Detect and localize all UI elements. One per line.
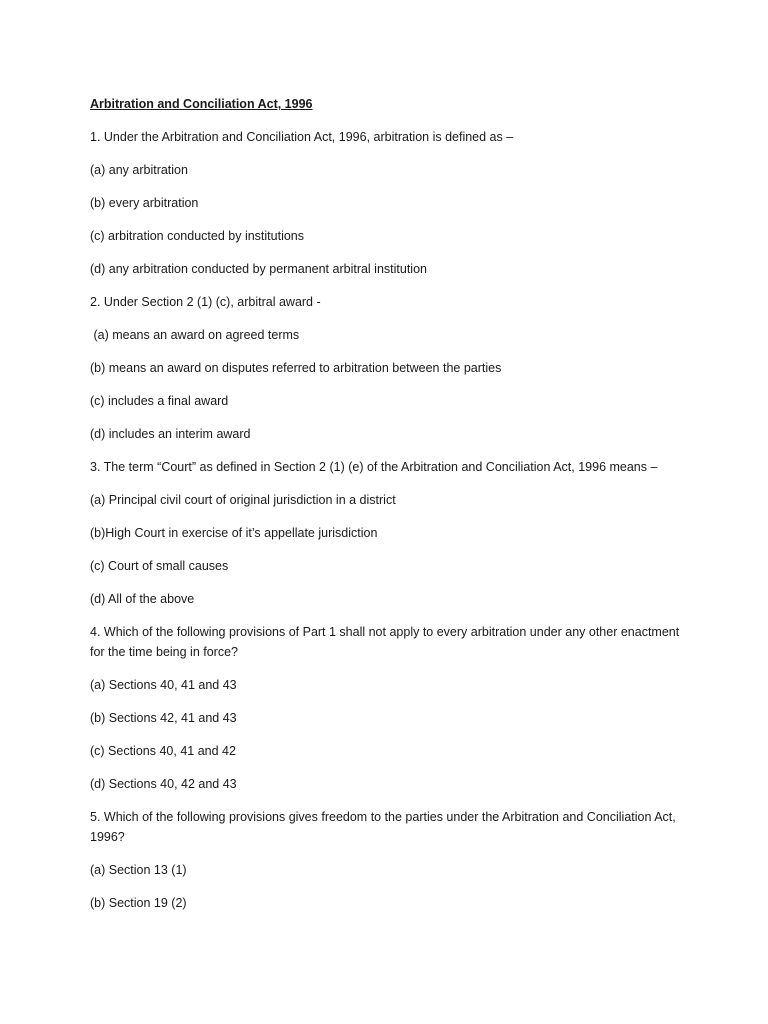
- question-text: 1. Under the Arbitration and Conciliation Act, 1996, arbitration is defined as –: [90, 130, 514, 144]
- answer-option: (d) All of the above: [90, 592, 195, 606]
- question-text: 2. Under Section 2 (1) (c), arbitral award -: [90, 295, 321, 309]
- answer-option: (d) includes an interim award: [90, 427, 251, 441]
- answer-option: (b) Section 19 (2): [90, 896, 187, 910]
- answer-option: (c) includes a final award: [90, 394, 229, 408]
- answer-option: (a) any arbitration: [90, 163, 188, 177]
- question-list: [90, 127, 690, 913]
- answer-option: (a) Sections 40, 41 and 43: [90, 678, 237, 692]
- answer-option: (a) means an award on agreed terms: [90, 328, 300, 342]
- question-text: 4. Which of the following provisions of Part 1 shall not apply to every arbitration under any other enactment for the time being in force?: [90, 625, 683, 659]
- answer-option: (b) every arbitration: [90, 196, 199, 210]
- answer-option: (c) Court of small causes: [90, 559, 229, 573]
- document-body: [90, 94, 690, 926]
- answer-option: (d) Sections 40, 42 and 43: [90, 777, 237, 791]
- answer-option: (a) Principal civil court of original jurisdiction in a district: [90, 493, 396, 507]
- answer-option: (c) Sections 40, 41 and 42: [90, 744, 236, 758]
- answer-option: (b)High Court in exercise of it’s appellate jurisdiction: [90, 526, 378, 540]
- answer-option: (d) any arbitration conducted by permanent arbitral institution: [90, 262, 427, 276]
- document-title: Arbitration and Conciliation Act, 1996: [90, 97, 313, 111]
- answer-option: (b) Sections 42, 41 and 43: [90, 711, 237, 725]
- question-text: 3. The term “Court” as defined in Section 2 (1) (e) of the Arbitration and Conciliation Act, 1996 means –: [90, 460, 658, 474]
- answer-option: (a) Section 13 (1): [90, 863, 187, 877]
- answer-option: (b) means an award on disputes referred to arbitration between the parties: [90, 361, 502, 375]
- question-text: 5. Which of the following provisions gives freedom to the parties under the Arbitration and Conciliation Act, 1996?: [90, 810, 680, 844]
- answer-option: (c) arbitration conducted by institutions: [90, 229, 304, 243]
